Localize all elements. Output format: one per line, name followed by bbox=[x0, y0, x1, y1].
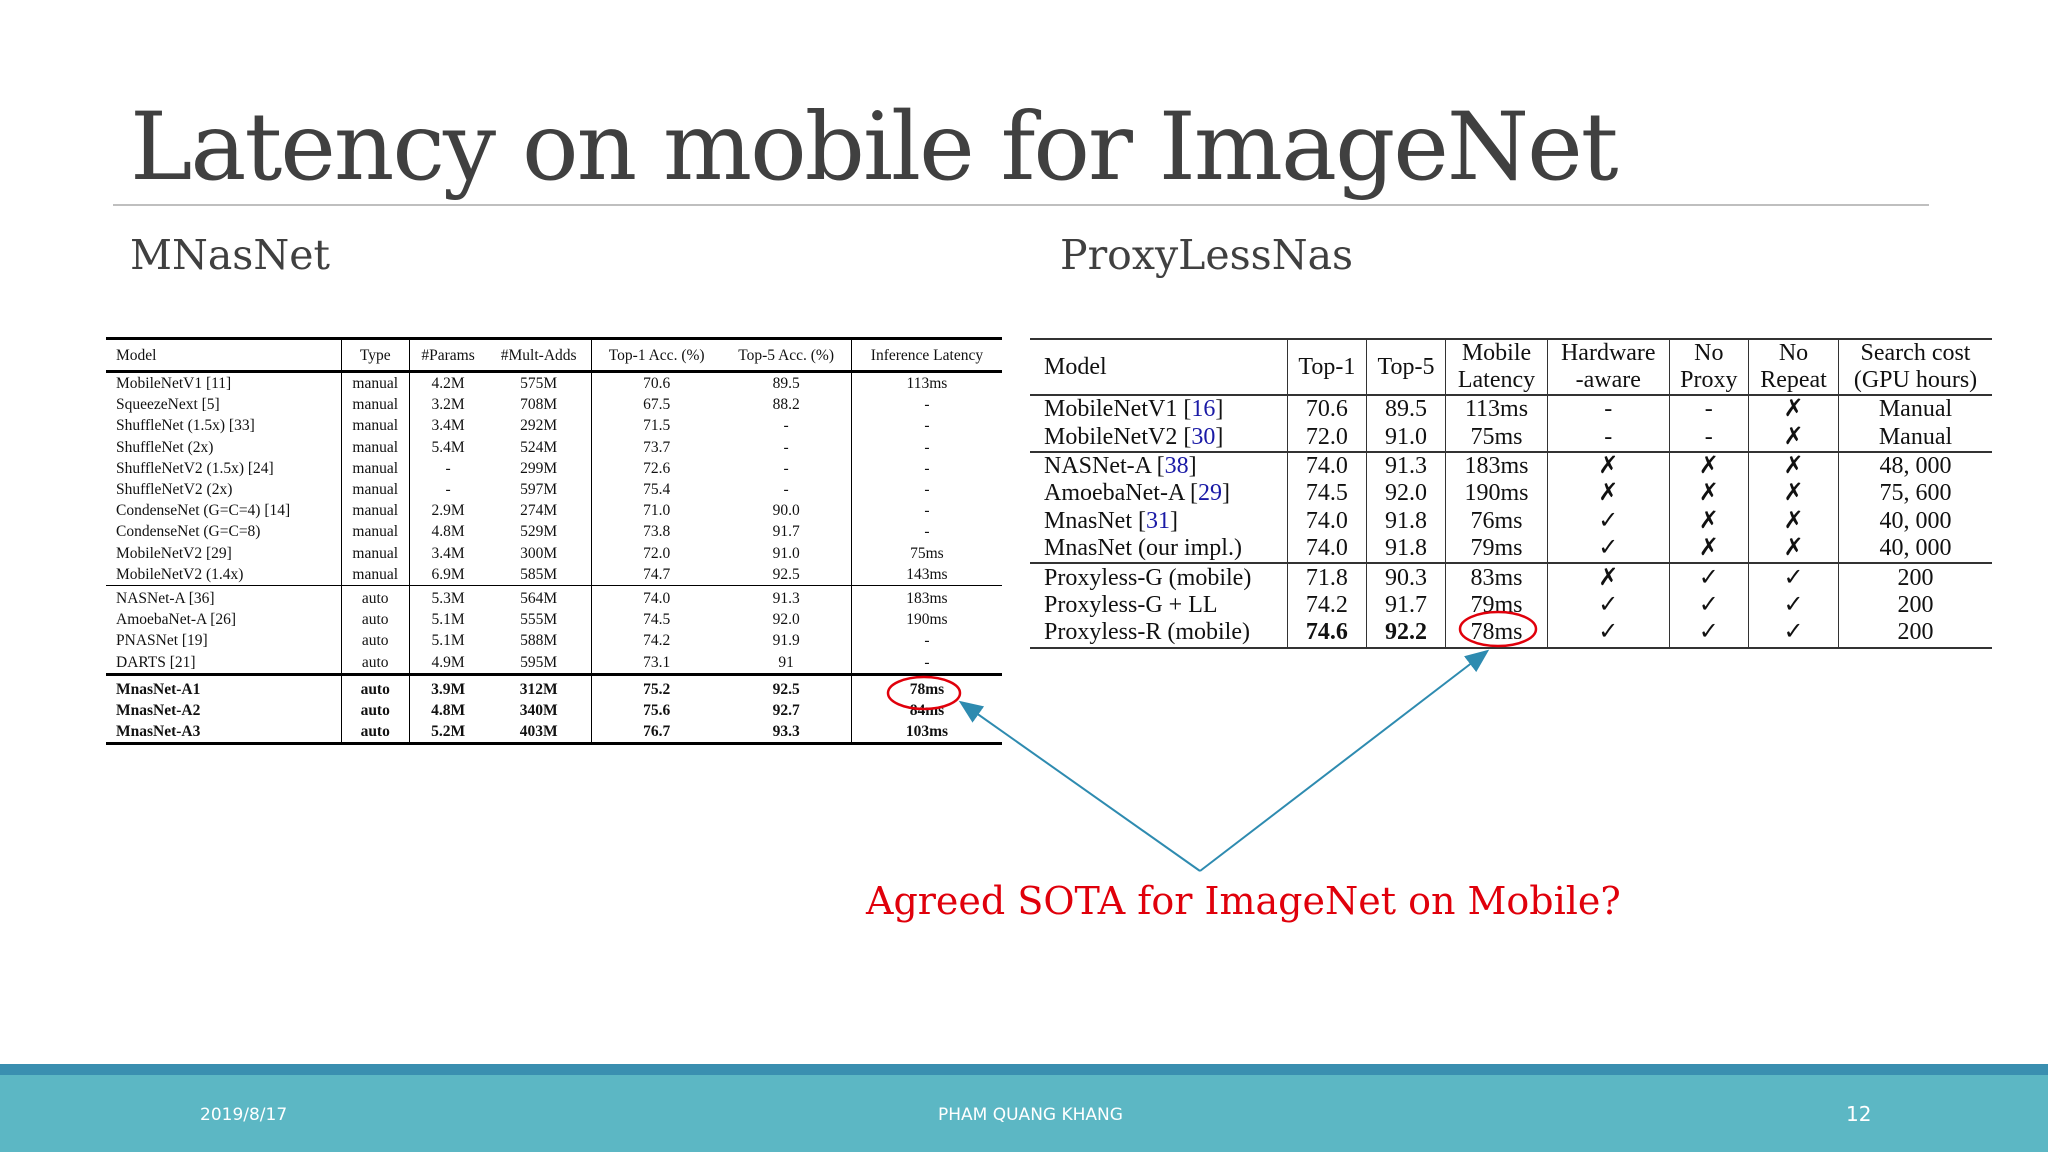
table-cell: - bbox=[445, 459, 451, 477]
table-cell: 113ms bbox=[906, 375, 948, 393]
model-name-part: ] bbox=[1221, 480, 1230, 507]
model-name-cell bbox=[1030, 423, 1287, 451]
table-cell: 71.8 bbox=[1287, 563, 1366, 591]
table-cell: manual bbox=[341, 500, 409, 521]
table-cell: 564M bbox=[486, 585, 591, 609]
table-cell: PNASNet [19] bbox=[106, 630, 341, 651]
model-name-cell bbox=[1030, 480, 1287, 507]
header-line: Mobile bbox=[1461, 340, 1532, 366]
table-cell: - bbox=[924, 481, 930, 499]
table-cell: 92.5 bbox=[721, 564, 851, 586]
proxyless-header-cell bbox=[1669, 339, 1748, 395]
table-cell: 340M bbox=[486, 700, 591, 721]
table-cell: 312M bbox=[486, 674, 591, 700]
table-cell: SqueezeNext [5] bbox=[106, 394, 341, 415]
table-cell: 91.7 bbox=[1366, 592, 1445, 619]
mnasnet-header-row bbox=[106, 339, 1002, 372]
table-cell: 75, 600 bbox=[1879, 480, 1952, 507]
table-cell: ✗ bbox=[1548, 452, 1670, 480]
table-row bbox=[106, 415, 1002, 436]
table-cell: 75.2 bbox=[591, 674, 721, 700]
model-name-cell bbox=[1030, 592, 1287, 619]
table-cell: 90.3 bbox=[1366, 563, 1445, 591]
table-cell: manual bbox=[341, 543, 409, 564]
table-cell: manual bbox=[341, 479, 409, 500]
table-cell: 91.3 bbox=[1366, 452, 1445, 480]
table-row bbox=[106, 585, 1002, 609]
table-cell: Manual bbox=[1878, 423, 1953, 450]
table-cell: ✓ bbox=[1749, 592, 1839, 619]
proxylessnas-label: ProxyLessNas bbox=[1060, 231, 1354, 279]
table-cell: ShuffleNetV2 (1.5x) [24] bbox=[106, 458, 341, 479]
table-cell: 92.0 bbox=[1366, 480, 1445, 507]
table-row bbox=[1030, 423, 1992, 451]
header-line: Proxy bbox=[1680, 367, 1738, 393]
header-line: Latency bbox=[1457, 367, 1536, 393]
table-row bbox=[1030, 452, 1992, 480]
table-cell: - bbox=[1669, 423, 1748, 451]
model-name-cell bbox=[1030, 395, 1287, 423]
table-cell: 529M bbox=[486, 521, 591, 542]
mnasnet-header-cell: Inference Latency bbox=[851, 339, 1002, 372]
table-cell: manual bbox=[341, 437, 409, 458]
table-cell: manual bbox=[341, 521, 409, 542]
table-cell: 83ms bbox=[1446, 563, 1548, 591]
table-row bbox=[106, 372, 1002, 395]
table-cell: 74.5 bbox=[643, 611, 671, 629]
table-cell: ✗ bbox=[1548, 480, 1670, 507]
model-name-part: MobileNetV2 [ bbox=[1044, 423, 1192, 450]
table-cell: - bbox=[924, 502, 930, 520]
table-cell: 72.0 bbox=[1287, 423, 1366, 451]
table-cell: 91.0 bbox=[1366, 423, 1445, 451]
table-row bbox=[106, 479, 1002, 500]
table-row bbox=[106, 543, 1002, 564]
mnasnet-table bbox=[106, 337, 1002, 745]
model-name-cell bbox=[1030, 535, 1287, 563]
table-cell: 5.3M bbox=[409, 585, 486, 609]
table-cell: 4.8M bbox=[431, 523, 465, 541]
table-cell: 74.2 bbox=[643, 632, 671, 650]
table-cell: 524M bbox=[486, 437, 591, 458]
table-cell: 72.0 bbox=[643, 544, 671, 562]
table-cell: - bbox=[1669, 395, 1748, 423]
table-cell: - bbox=[924, 438, 930, 456]
header-line: (GPU hours) bbox=[1853, 367, 1978, 393]
table-cell: 595M bbox=[486, 651, 591, 674]
table-cell: 73.1 bbox=[643, 653, 671, 671]
table-cell: 113ms bbox=[1446, 395, 1548, 423]
table-cell: ✗ bbox=[1669, 480, 1748, 507]
table-cell: ✗ bbox=[1749, 480, 1839, 507]
slide-number: 12 bbox=[1846, 1102, 1872, 1126]
model-name-part: MobileNetV1 [ bbox=[1044, 396, 1192, 423]
table-cell: 5.1M bbox=[431, 611, 465, 629]
table-cell: 2.9M bbox=[431, 502, 465, 520]
table-cell: - bbox=[721, 458, 851, 479]
proxyless-header-cell bbox=[1366, 339, 1445, 395]
mnasnet-header-cell: Model bbox=[106, 339, 341, 372]
table-cell: Manual bbox=[1878, 396, 1953, 423]
table-cell: ✓ bbox=[1548, 619, 1670, 647]
header-line: Model bbox=[1044, 353, 1107, 380]
mnasnet-header-cell: Top-1 Acc. (%) bbox=[591, 339, 721, 372]
table-row bbox=[1030, 480, 1992, 507]
table-cell: 4.9M bbox=[431, 653, 465, 671]
citation-ref: 16 bbox=[1191, 396, 1216, 423]
table-cell: - bbox=[924, 396, 930, 414]
table-cell: 75.6 bbox=[643, 701, 671, 719]
mnasnet-header-cell: #Mult-Adds bbox=[486, 339, 591, 372]
table-cell: 84ms bbox=[909, 701, 945, 719]
table-cell: 78ms bbox=[851, 674, 1002, 700]
table-cell: - bbox=[1548, 395, 1670, 423]
mnasnet-header-cell: #Params bbox=[409, 339, 486, 372]
model-name-part: NASNet-A [ bbox=[1044, 452, 1165, 479]
table-row bbox=[1030, 395, 1992, 423]
table-cell: 48, 000 bbox=[1839, 452, 1993, 480]
table-cell: 299M bbox=[486, 458, 591, 479]
table-cell: 93.3 bbox=[721, 721, 851, 744]
table-cell: 74.2 bbox=[1287, 592, 1366, 619]
table-row bbox=[106, 721, 1002, 744]
model-name-cell bbox=[1030, 508, 1287, 535]
footer-author: PHAM QUANG KHANG bbox=[938, 1105, 1123, 1125]
table-cell: manual bbox=[341, 394, 409, 415]
citation-ref: 31 bbox=[1145, 507, 1170, 534]
title-divider bbox=[113, 204, 1929, 206]
table-cell: 91.3 bbox=[721, 585, 851, 609]
table-cell: auto bbox=[341, 721, 409, 744]
table-row bbox=[106, 500, 1002, 521]
table-row bbox=[106, 521, 1002, 542]
table-cell: 274M bbox=[486, 500, 591, 521]
model-name-part: AmoebaNet-A [ bbox=[1044, 480, 1198, 507]
table-row bbox=[106, 630, 1002, 651]
proxyless-header-cell bbox=[1287, 339, 1366, 395]
table-cell: 3.2M bbox=[431, 396, 465, 414]
table-cell: - bbox=[721, 479, 851, 500]
table-row bbox=[106, 564, 1002, 586]
table-cell: manual bbox=[341, 372, 409, 395]
table-cell: 89.5 bbox=[721, 372, 851, 395]
table-cell: ✗ bbox=[1749, 423, 1839, 451]
table-cell: - bbox=[924, 653, 930, 671]
table-cell: 91.0 bbox=[721, 543, 851, 564]
header-line: No bbox=[1694, 340, 1724, 366]
header-line: Search cost bbox=[1860, 340, 1971, 366]
table-cell: 92.7 bbox=[721, 700, 851, 721]
proxylessnas-table bbox=[1030, 338, 1992, 649]
table-cell: auto bbox=[341, 651, 409, 674]
mnasnet-label: MNasNet bbox=[130, 231, 330, 279]
table-cell: ✗ bbox=[1548, 563, 1670, 591]
proxyless-header-cell bbox=[1030, 339, 1287, 395]
table-cell: 91.9 bbox=[721, 630, 851, 651]
table-cell: ✗ bbox=[1669, 508, 1748, 535]
table-cell: ✗ bbox=[1669, 535, 1748, 563]
model-name-part: ] bbox=[1188, 452, 1197, 479]
model-name-cell bbox=[1030, 563, 1287, 591]
proxylessnas-header-row bbox=[1030, 339, 1992, 395]
citation-ref: 29 bbox=[1197, 480, 1222, 507]
proxyless-header-cell bbox=[1839, 339, 1993, 395]
table-cell: 75ms bbox=[1446, 423, 1548, 451]
table-cell: ✗ bbox=[1749, 535, 1839, 563]
header-line: No bbox=[1778, 340, 1809, 366]
footer-date: 2019/8/17 bbox=[200, 1105, 288, 1125]
table-cell: ✓ bbox=[1669, 563, 1748, 591]
model-name-part: ] bbox=[1169, 507, 1178, 534]
model-name-part: MnasNet [ bbox=[1044, 507, 1146, 534]
table-cell: 75.4 bbox=[643, 481, 671, 499]
model-name-part: Proxyless-G (mobile) bbox=[1044, 564, 1252, 591]
table-cell: 79ms bbox=[1446, 535, 1548, 563]
table-row bbox=[106, 394, 1002, 415]
table-cell: 4.2M bbox=[431, 375, 465, 393]
table-cell: 200 bbox=[1897, 619, 1934, 646]
table-cell: 40, 000 bbox=[1879, 535, 1952, 562]
table-cell: ✓ bbox=[1548, 508, 1670, 535]
table-cell: 89.5 bbox=[1366, 395, 1445, 423]
table-cell: 200 bbox=[1839, 563, 1993, 591]
table-cell: 90.0 bbox=[721, 500, 851, 521]
table-cell: 91.7 bbox=[721, 521, 851, 542]
table-cell: 71.0 bbox=[643, 502, 671, 520]
table-cell: 183ms bbox=[1446, 452, 1548, 480]
table-cell: 92.0 bbox=[721, 609, 851, 630]
table-cell: 76ms bbox=[1446, 508, 1548, 535]
table-cell: 5.1M bbox=[431, 632, 465, 650]
callout-question: Agreed SOTA for ImageNet on Mobile? bbox=[866, 879, 1621, 923]
model-name-part: MnasNet (our impl.) bbox=[1044, 535, 1242, 562]
table-cell: 74.0 bbox=[591, 585, 721, 609]
arrow-to-proxyless bbox=[1200, 652, 1486, 871]
table-cell: 597M bbox=[486, 479, 591, 500]
table-cell: - bbox=[924, 417, 930, 435]
table-cell: 575M bbox=[486, 372, 591, 395]
table-row bbox=[1030, 592, 1992, 619]
table-cell: - bbox=[721, 415, 851, 436]
table-row bbox=[106, 674, 1002, 700]
table-cell: ✗ bbox=[1749, 508, 1839, 535]
footer-stripe bbox=[0, 1064, 2048, 1075]
table-cell: 555M bbox=[486, 609, 591, 630]
table-cell: auto bbox=[341, 630, 409, 651]
table-cell: 75ms bbox=[910, 544, 944, 562]
table-cell: 92.2 bbox=[1366, 619, 1445, 647]
table-row bbox=[106, 437, 1002, 458]
table-cell: 190ms bbox=[1446, 480, 1548, 507]
table-cell: - bbox=[924, 632, 930, 650]
table-cell: auto bbox=[341, 585, 409, 609]
table-cell: MnasNet-A3 bbox=[106, 721, 341, 744]
table-cell: 585M bbox=[486, 564, 591, 586]
table-cell: ShuffleNet (2x) bbox=[106, 437, 341, 458]
table-row bbox=[1030, 535, 1992, 563]
table-row bbox=[106, 458, 1002, 479]
table-cell: ✓ bbox=[1548, 535, 1670, 563]
table-cell: 74.5 bbox=[1287, 480, 1366, 507]
table-cell: 73.7 bbox=[643, 438, 671, 456]
table-cell: CondenseNet (G=C=8) bbox=[106, 521, 341, 542]
table-cell: 190ms bbox=[906, 611, 948, 629]
table-cell: 79ms bbox=[1446, 592, 1548, 619]
table-cell: 74.7 bbox=[643, 565, 671, 583]
table-cell: DARTS [21] bbox=[106, 651, 341, 674]
table-cell: 67.5 bbox=[643, 396, 671, 414]
table-cell: NASNet-A [36] bbox=[106, 585, 341, 609]
table-cell: 403M bbox=[486, 721, 591, 744]
table-cell: CondenseNet (G=C=4) [14] bbox=[106, 500, 341, 521]
table-cell: ✓ bbox=[1669, 619, 1748, 647]
table-cell: manual bbox=[341, 458, 409, 479]
table-cell: - bbox=[445, 481, 451, 499]
table-cell: 72.6 bbox=[643, 459, 671, 477]
table-cell: 74.0 bbox=[1287, 508, 1366, 535]
header-line: Top-1 bbox=[1298, 353, 1356, 380]
table-row bbox=[1030, 563, 1992, 591]
table-cell: 6.9M bbox=[431, 565, 465, 583]
table-cell: 3.9M bbox=[409, 674, 486, 700]
table-cell: 76.7 bbox=[643, 723, 671, 741]
proxyless-header-cell bbox=[1446, 339, 1548, 395]
header-line: Top-5 bbox=[1377, 353, 1435, 380]
table-cell: 708M bbox=[486, 394, 591, 415]
table-cell: 91 bbox=[721, 651, 851, 674]
header-line: Hardware bbox=[1560, 340, 1656, 366]
table-cell: MobileNetV2 (1.4x) bbox=[106, 564, 341, 586]
table-cell: 74.6 bbox=[1287, 619, 1366, 647]
table-cell: 4.8M bbox=[431, 701, 466, 719]
table-cell: 3.4M bbox=[431, 544, 465, 562]
table-cell: 5.4M bbox=[431, 438, 465, 456]
table-cell: MobileNetV1 [11] bbox=[106, 372, 341, 395]
table-cell: - bbox=[1548, 423, 1670, 451]
model-name-part: Proxyless-R (mobile) bbox=[1044, 619, 1250, 646]
table-cell: 183ms bbox=[851, 585, 1002, 609]
table-cell: 143ms bbox=[906, 565, 948, 583]
table-cell: 5.2M bbox=[431, 723, 466, 741]
table-cell: - bbox=[924, 523, 930, 541]
table-row bbox=[106, 609, 1002, 630]
model-name-part: ] bbox=[1215, 396, 1224, 423]
table-cell: 74.0 bbox=[1287, 535, 1366, 563]
proxyless-header-cell bbox=[1548, 339, 1670, 395]
table-cell: 3.4M bbox=[431, 417, 465, 435]
table-cell: 71.5 bbox=[643, 417, 671, 435]
table-cell: MnasNet-A1 bbox=[106, 674, 341, 700]
table-cell: ShuffleNetV2 (2x) bbox=[106, 479, 341, 500]
table-cell: auto bbox=[341, 609, 409, 630]
table-cell: ✓ bbox=[1749, 563, 1839, 591]
table-cell: manual bbox=[341, 564, 409, 586]
table-cell: MobileNetV2 [29] bbox=[106, 543, 341, 564]
table-row bbox=[1030, 508, 1992, 535]
table-cell: ✗ bbox=[1669, 452, 1748, 480]
table-cell: 103ms bbox=[905, 723, 949, 741]
table-row bbox=[1030, 619, 1992, 647]
table-cell: auto bbox=[341, 674, 409, 700]
table-cell: 91.8 bbox=[1366, 508, 1445, 535]
table-cell: ShuffleNet (1.5x) [33] bbox=[106, 415, 341, 436]
header-line: -aware bbox=[1575, 367, 1641, 393]
table-cell: 588M bbox=[486, 630, 591, 651]
mnasnet-header-cell: Top-5 Acc. (%) bbox=[721, 339, 851, 372]
table-cell: ✓ bbox=[1548, 592, 1670, 619]
citation-ref: 30 bbox=[1191, 423, 1216, 450]
table-cell: ✗ bbox=[1749, 452, 1839, 480]
table-row bbox=[106, 700, 1002, 721]
mnasnet-header-cell: Type bbox=[341, 339, 409, 372]
table-cell: ✓ bbox=[1669, 592, 1748, 619]
table-cell: 73.8 bbox=[643, 523, 671, 541]
table-cell: manual bbox=[341, 415, 409, 436]
table-cell: MnasNet-A2 bbox=[106, 700, 341, 721]
table-cell: 300M bbox=[486, 543, 591, 564]
header-line: Repeat bbox=[1760, 367, 1827, 393]
proxyless-header-cell bbox=[1749, 339, 1839, 395]
table-cell: 40, 000 bbox=[1879, 507, 1952, 534]
slide-title: Latency on mobile for ImageNet bbox=[130, 93, 1617, 202]
table-row bbox=[106, 651, 1002, 674]
table-cell: 78ms bbox=[1446, 619, 1548, 647]
model-name-part: ] bbox=[1215, 423, 1224, 450]
table-cell: 292M bbox=[486, 415, 591, 436]
table-cell: 74.0 bbox=[1287, 452, 1366, 480]
table-cell: auto bbox=[341, 700, 409, 721]
table-cell: 70.6 bbox=[643, 375, 671, 393]
table-cell: 91.8 bbox=[1366, 535, 1445, 563]
model-name-cell bbox=[1030, 452, 1287, 480]
table-cell: - bbox=[924, 459, 930, 477]
table-cell: AmoebaNet-A [26] bbox=[106, 609, 341, 630]
table-cell: 92.5 bbox=[721, 674, 851, 700]
table-cell: 200 bbox=[1897, 591, 1934, 618]
table-cell: 88.2 bbox=[721, 394, 851, 415]
table-cell: 70.6 bbox=[1287, 395, 1366, 423]
table-cell: ✓ bbox=[1749, 619, 1839, 647]
model-name-part: Proxyless-G + LL bbox=[1044, 591, 1218, 618]
table-cell: - bbox=[721, 437, 851, 458]
citation-ref: 38 bbox=[1164, 452, 1189, 479]
model-name-cell bbox=[1030, 619, 1287, 647]
table-cell: ✗ bbox=[1749, 395, 1839, 423]
